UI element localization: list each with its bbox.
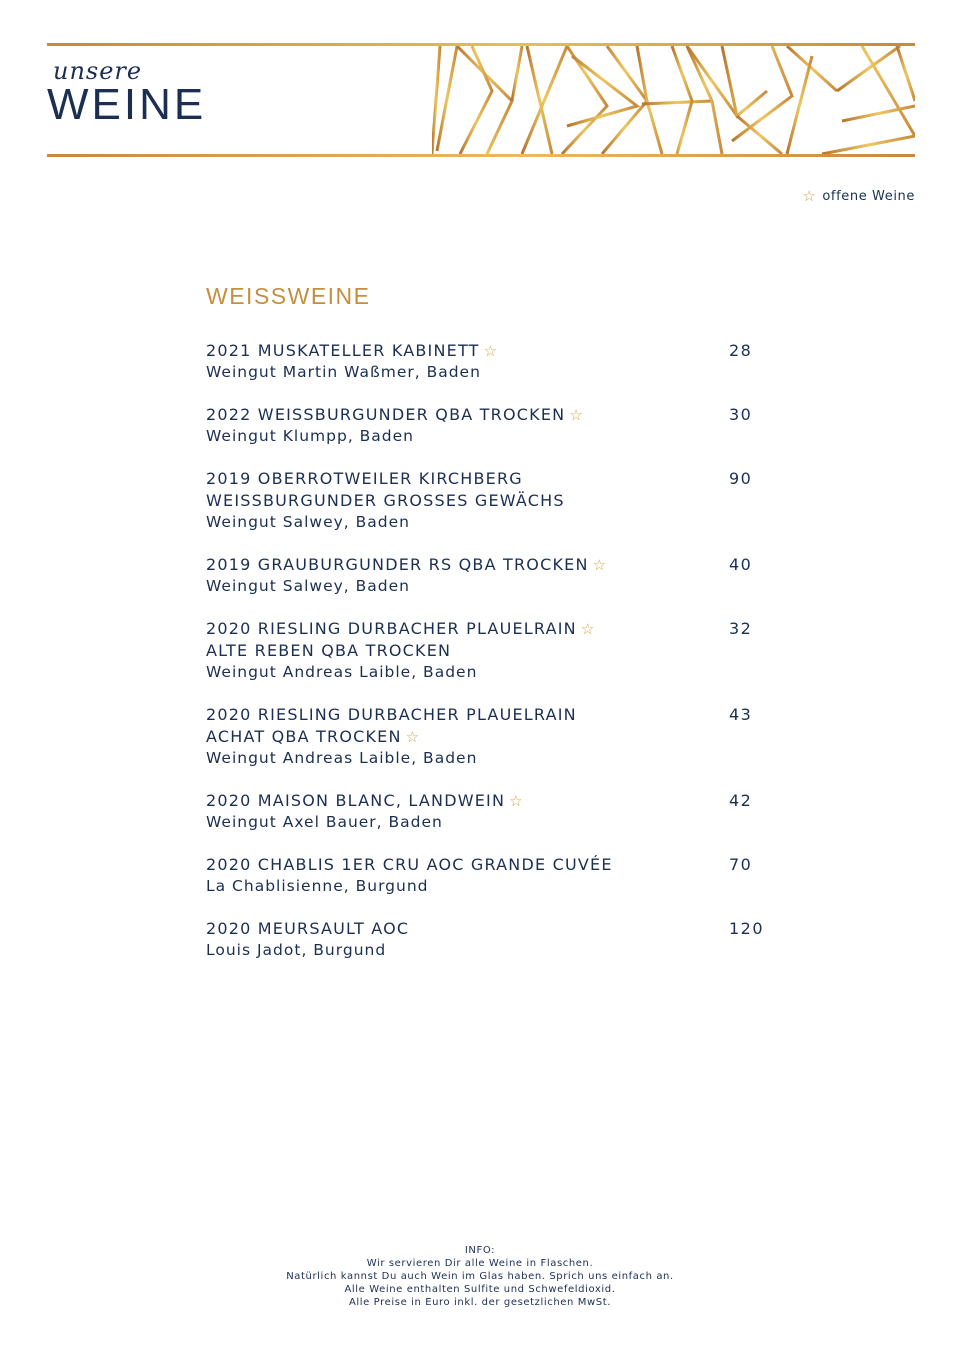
wine-producer: Weingut Andreas Laible, Baden (206, 663, 478, 681)
info-line: Alle Preise in Euro inkl. der gesetzlichen MwSt. (348, 1297, 612, 1308)
info-line: Alle Weine enthalten Sulfite und Schwefeldioxid. (344, 1284, 616, 1295)
wine-item (206, 704, 786, 768)
wine-name (206, 918, 706, 940)
wine-name-text: 2022 WEISSBURGUNDER QBA TROCKEN (206, 405, 566, 424)
legend-label: offene Weine (822, 189, 915, 204)
wine-name (206, 790, 706, 812)
wine-item (206, 468, 786, 532)
wine-producer: Weingut Axel Bauer, Baden (206, 813, 443, 831)
section-title: WEISSWEINE (206, 283, 371, 309)
wine-item (206, 918, 786, 960)
wine-name-text: 2020 CHABLIS 1ER CRU AOC GRANDE CUVÉE (206, 855, 613, 874)
wine-producer: Weingut Andreas Laible, Baden (206, 749, 478, 767)
wine-name-text: ALTE REBEN QBA TROCKEN (206, 641, 452, 660)
wine-price: 42 (729, 791, 753, 810)
wine-name (206, 404, 706, 426)
wine-price: 40 (729, 555, 753, 574)
wine-name (206, 554, 706, 576)
wine-name (206, 704, 706, 726)
header-bottom-rule (47, 154, 915, 157)
wine-price: 28 (729, 341, 753, 360)
wine-name-text: 2020 RIESLING DURBACHER PLAUELRAIN (206, 619, 577, 638)
wine-price: 32 (729, 619, 753, 638)
star-outline-icon: ☆ (405, 728, 421, 746)
wine-name-text: 2020 MAISON BLANC, LANDWEIN (206, 791, 506, 810)
wine-price: 120 (729, 919, 765, 938)
legend (802, 189, 915, 204)
wine-price: 90 (729, 469, 753, 488)
wine-producer: Weingut Salwey, Baden (206, 577, 410, 595)
star-outline-icon: ☆ (802, 187, 817, 205)
wine-producer: Weingut Martin Waßmer, Baden (206, 363, 481, 381)
star-outline-icon: ☆ (509, 792, 524, 810)
wine-item (206, 854, 786, 896)
wine-name (206, 340, 706, 362)
wine-name-text: 2021 MUSKATELLER KABINETT (206, 341, 480, 360)
wine-name-text: 2020 MEURSAULT AOC (206, 919, 410, 938)
wine-producer: Louis Jadot, Burgund (206, 941, 387, 959)
wine-item (206, 340, 786, 382)
header-script-title: unsere (53, 57, 143, 85)
wine-producer: La Chablisienne, Burgund (206, 877, 429, 895)
star-outline-icon: ☆ (483, 342, 499, 360)
wine-name-line2 (206, 726, 706, 748)
gold-geometric-decoration (432, 46, 915, 154)
wine-item (206, 554, 786, 596)
wine-list (206, 340, 786, 982)
wine-name-line2 (206, 490, 706, 512)
info-line: Wir servieren Dir alle Weine in Flaschen. (366, 1258, 594, 1269)
wine-item (206, 404, 786, 446)
wine-name-line2 (206, 640, 706, 662)
info-heading: INFO: (464, 1245, 496, 1256)
page-title: WEINE (47, 80, 207, 129)
wine-item (206, 790, 786, 832)
star-outline-icon: ☆ (592, 556, 608, 574)
wine-producer: Weingut Salwey, Baden (206, 513, 410, 531)
wine-name (206, 854, 706, 876)
wine-name-text: ACHAT QBA TROCKEN (206, 727, 402, 746)
wine-name-text: 2019 GRAUBURGUNDER RS QBA TROCKEN (206, 555, 589, 574)
wine-name (206, 468, 706, 490)
wine-name (206, 618, 706, 640)
wine-item (206, 618, 786, 682)
star-outline-icon: ☆ (569, 406, 584, 424)
wine-name-text: 2019 OBERROTWEILER KIRCHBERG (206, 469, 523, 488)
wine-price: 43 (729, 705, 753, 724)
page-header (47, 43, 915, 159)
info-footer (0, 1244, 960, 1309)
info-line: Natürlich kannst Du auch Wein im Glas haben. Sprich uns einfach an. (286, 1271, 674, 1282)
star-outline-icon: ☆ (580, 620, 596, 638)
wine-producer: Weingut Klumpp, Baden (206, 427, 415, 445)
wine-name-text: WEISSBURGUNDER GROSSES GEWÄCHS (206, 491, 565, 510)
wine-price: 30 (729, 405, 753, 424)
wine-price: 70 (729, 855, 753, 874)
wine-name-text: 2020 RIESLING DURBACHER PLAUELRAIN (206, 705, 577, 724)
